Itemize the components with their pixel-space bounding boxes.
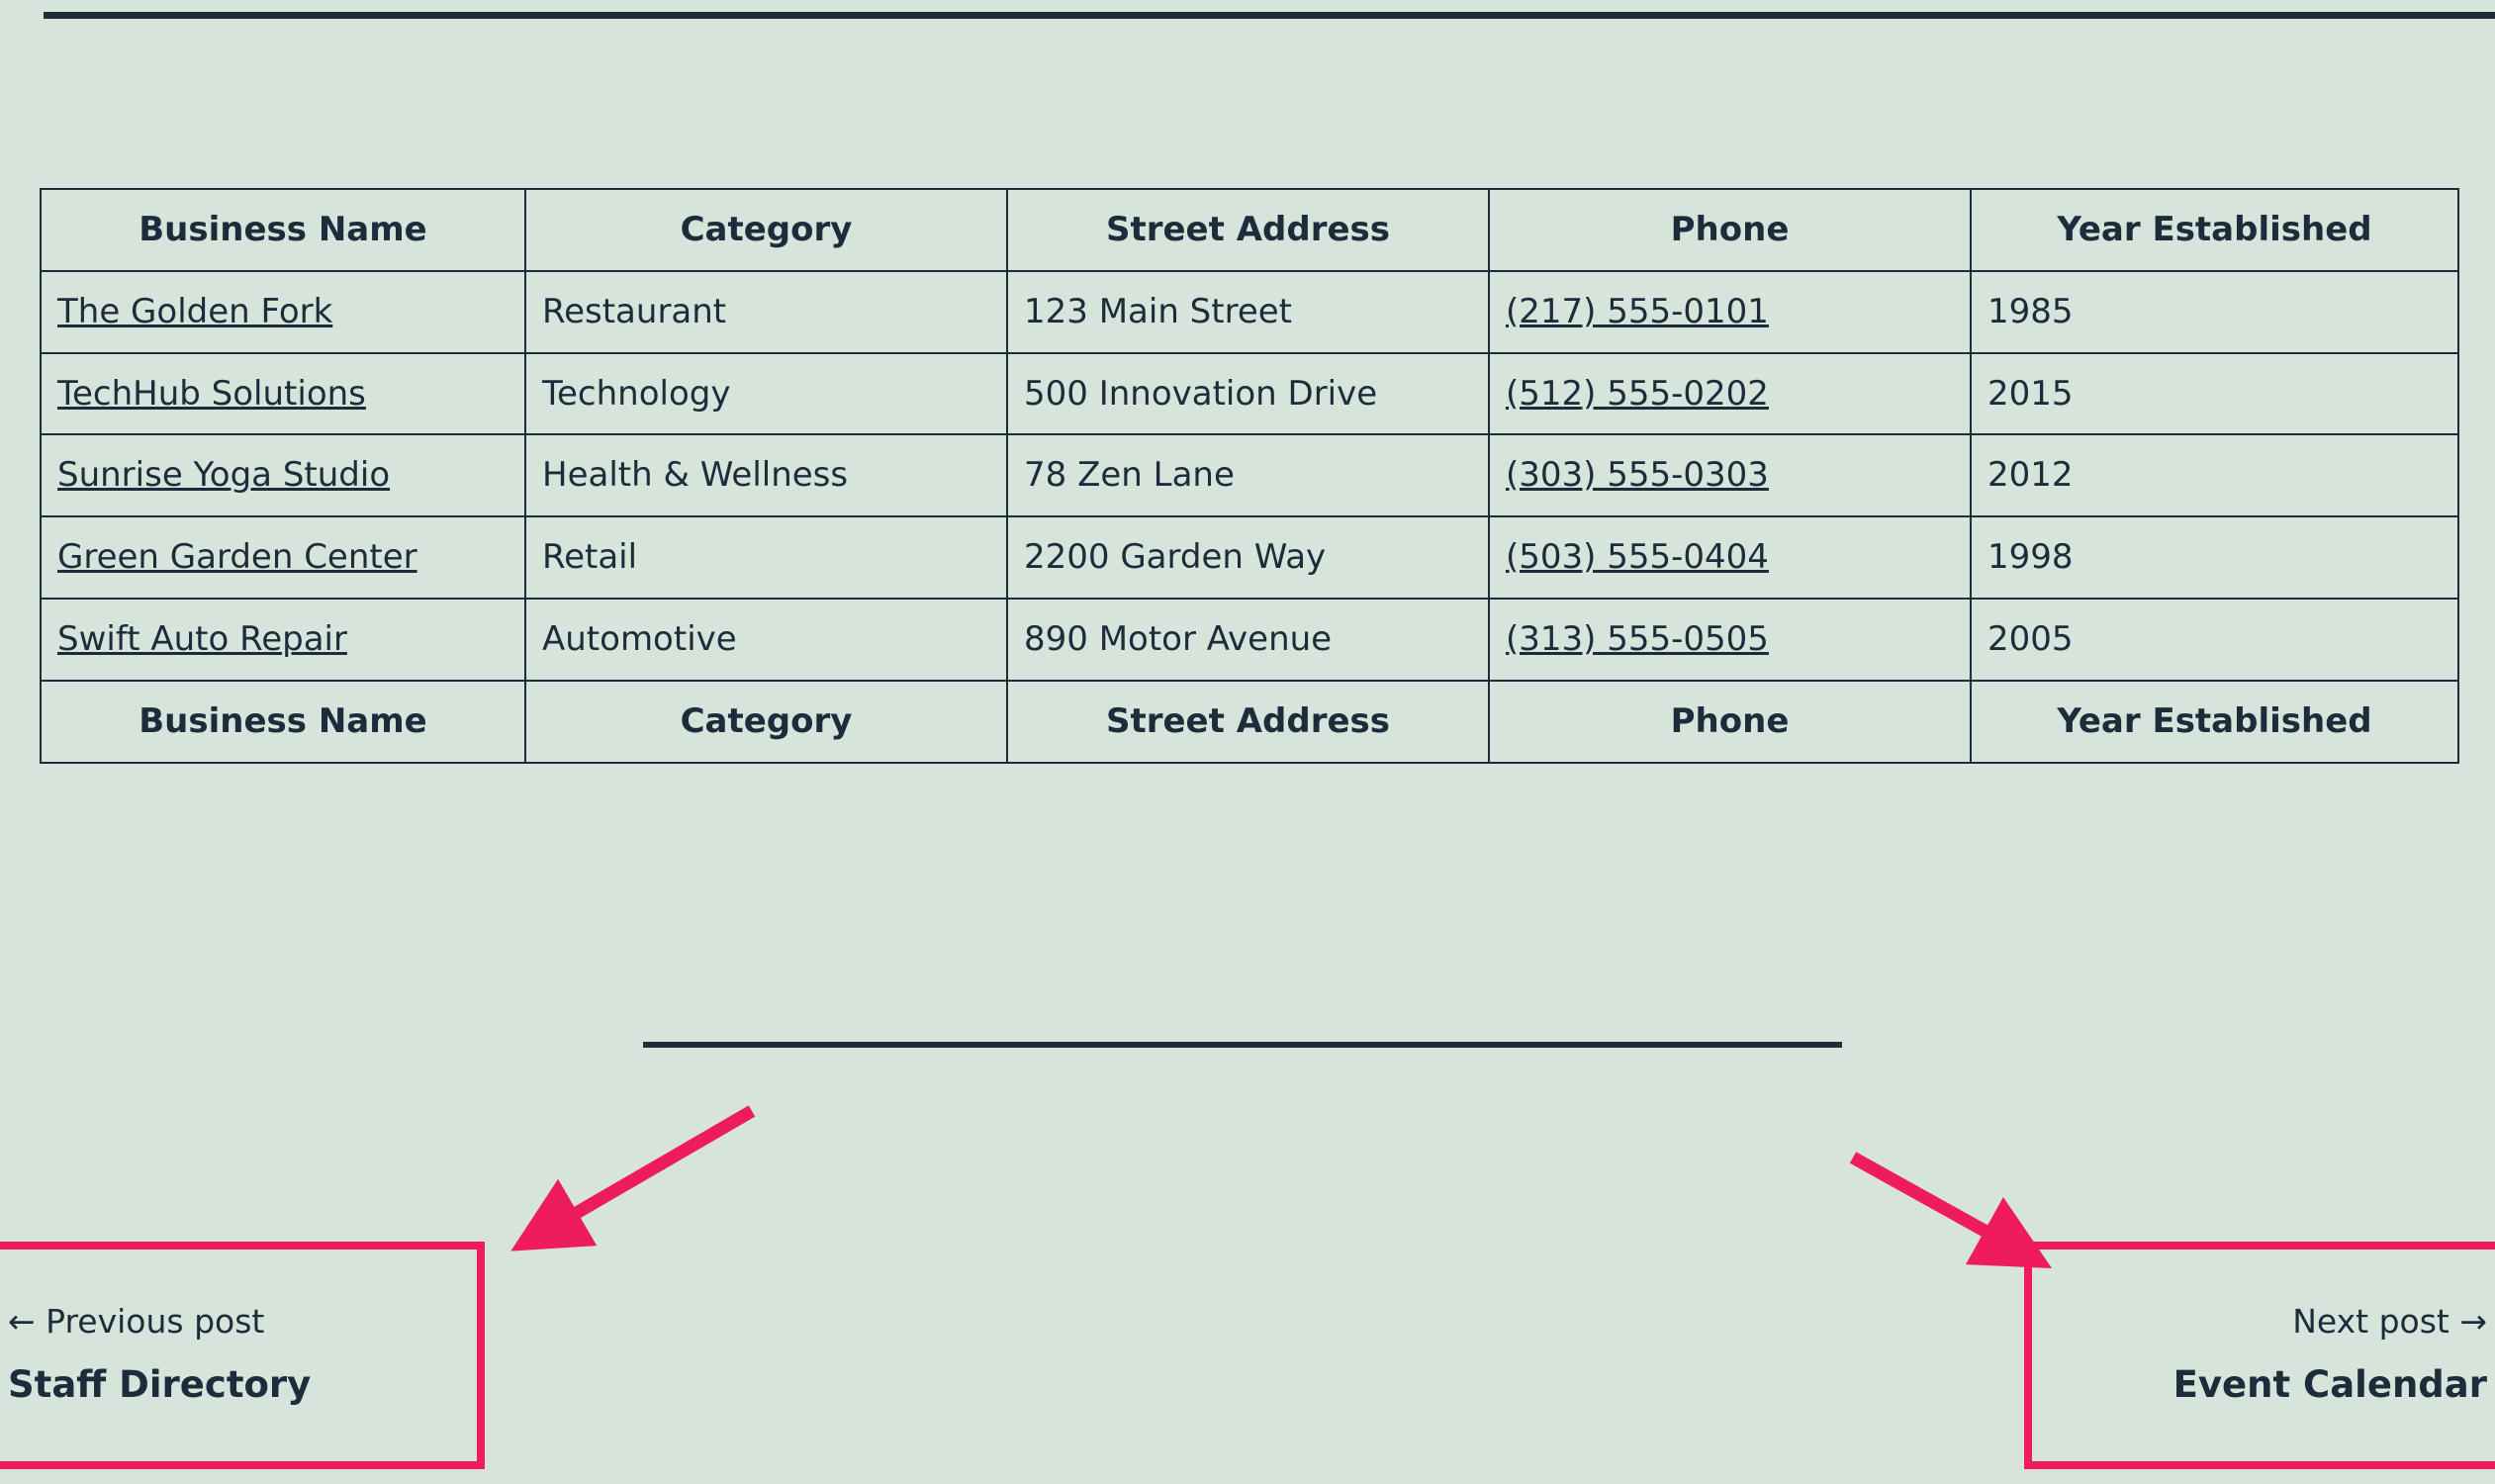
cell-business-name bbox=[41, 434, 525, 516]
cell-phone bbox=[1489, 353, 1971, 435]
column-header-business-name: Business Name bbox=[41, 189, 525, 271]
business-directory-table bbox=[40, 188, 2459, 764]
column-header-year-established: Year Established bbox=[1971, 189, 2458, 271]
cell-street-address: 500 Innovation Drive bbox=[1007, 353, 1489, 435]
phone-link[interactable]: (313) 555-0505 bbox=[1506, 618, 1769, 659]
cell-category: Health & Wellness bbox=[525, 434, 1007, 516]
cell-business-name bbox=[41, 599, 525, 681]
previous-post-link[interactable] bbox=[0, 1242, 485, 1474]
phone-link[interactable]: (512) 555-0202 bbox=[1506, 373, 1769, 414]
business-name-link[interactable]: Swift Auto Repair bbox=[57, 618, 347, 659]
cell-business-name bbox=[41, 353, 525, 435]
cell-category: Technology bbox=[525, 353, 1007, 435]
cell-phone bbox=[1489, 271, 1971, 353]
business-name-link[interactable]: Green Garden Center bbox=[57, 537, 417, 578]
column-footer-business-name: Business Name bbox=[41, 681, 525, 763]
table-header-row bbox=[41, 189, 2458, 271]
business-name-link[interactable]: The Golden Fork bbox=[57, 291, 333, 331]
cell-street-address: 78 Zen Lane bbox=[1007, 434, 1489, 516]
cell-year-established: 1985 bbox=[1971, 271, 2458, 353]
column-header-category: Category bbox=[525, 189, 1007, 271]
phone-link[interactable]: (217) 555-0101 bbox=[1506, 291, 1769, 331]
table-row bbox=[41, 434, 2458, 516]
cell-year-established: 2015 bbox=[1971, 353, 2458, 435]
content-divider bbox=[643, 1042, 1842, 1048]
phone-link[interactable]: (503) 555-0404 bbox=[1506, 537, 1769, 578]
cell-year-established: 2012 bbox=[1971, 434, 2458, 516]
next-post-title[interactable]: Event Calendar bbox=[2172, 1362, 2487, 1406]
table-row bbox=[41, 599, 2458, 681]
cell-phone bbox=[1489, 599, 1971, 681]
table-row bbox=[41, 516, 2458, 599]
cell-year-established: 2005 bbox=[1971, 599, 2458, 681]
top-divider bbox=[44, 12, 2495, 19]
business-name-link[interactable]: TechHub Solutions bbox=[57, 373, 366, 414]
business-name-link[interactable]: Sunrise Yoga Studio bbox=[57, 455, 391, 496]
cell-year-established: 1998 bbox=[1971, 516, 2458, 599]
table-row bbox=[41, 271, 2458, 353]
post-navigation bbox=[0, 1242, 2495, 1484]
cell-category: Restaurant bbox=[525, 271, 1007, 353]
business-directory-table-wrapper bbox=[40, 188, 2457, 764]
previous-post-kicker: ← Previous post bbox=[8, 1302, 265, 1341]
cell-business-name bbox=[41, 516, 525, 599]
previous-post-title[interactable]: Staff Directory bbox=[8, 1362, 312, 1406]
column-header-street-address: Street Address bbox=[1007, 189, 1489, 271]
previous-post-annotation-arrow bbox=[505, 1093, 791, 1261]
cell-street-address: 123 Main Street bbox=[1007, 271, 1489, 353]
phone-link[interactable]: (303) 555-0303 bbox=[1506, 455, 1769, 496]
column-header-phone: Phone bbox=[1489, 189, 1971, 271]
next-post-kicker: Next post → bbox=[2292, 1302, 2487, 1341]
cell-phone bbox=[1489, 516, 1971, 599]
next-post-link[interactable] bbox=[2010, 1242, 2495, 1474]
cell-category: Retail bbox=[525, 516, 1007, 599]
column-footer-year-established: Year Established bbox=[1971, 681, 2458, 763]
cell-business-name bbox=[41, 271, 525, 353]
cell-street-address: 2200 Garden Way bbox=[1007, 516, 1489, 599]
column-footer-phone: Phone bbox=[1489, 681, 1971, 763]
table-row bbox=[41, 353, 2458, 435]
cell-phone bbox=[1489, 434, 1971, 516]
cell-street-address: 890 Motor Avenue bbox=[1007, 599, 1489, 681]
column-footer-category: Category bbox=[525, 681, 1007, 763]
column-footer-street-address: Street Address bbox=[1007, 681, 1489, 763]
cell-category: Automotive bbox=[525, 599, 1007, 681]
table-footer-row bbox=[41, 681, 2458, 763]
